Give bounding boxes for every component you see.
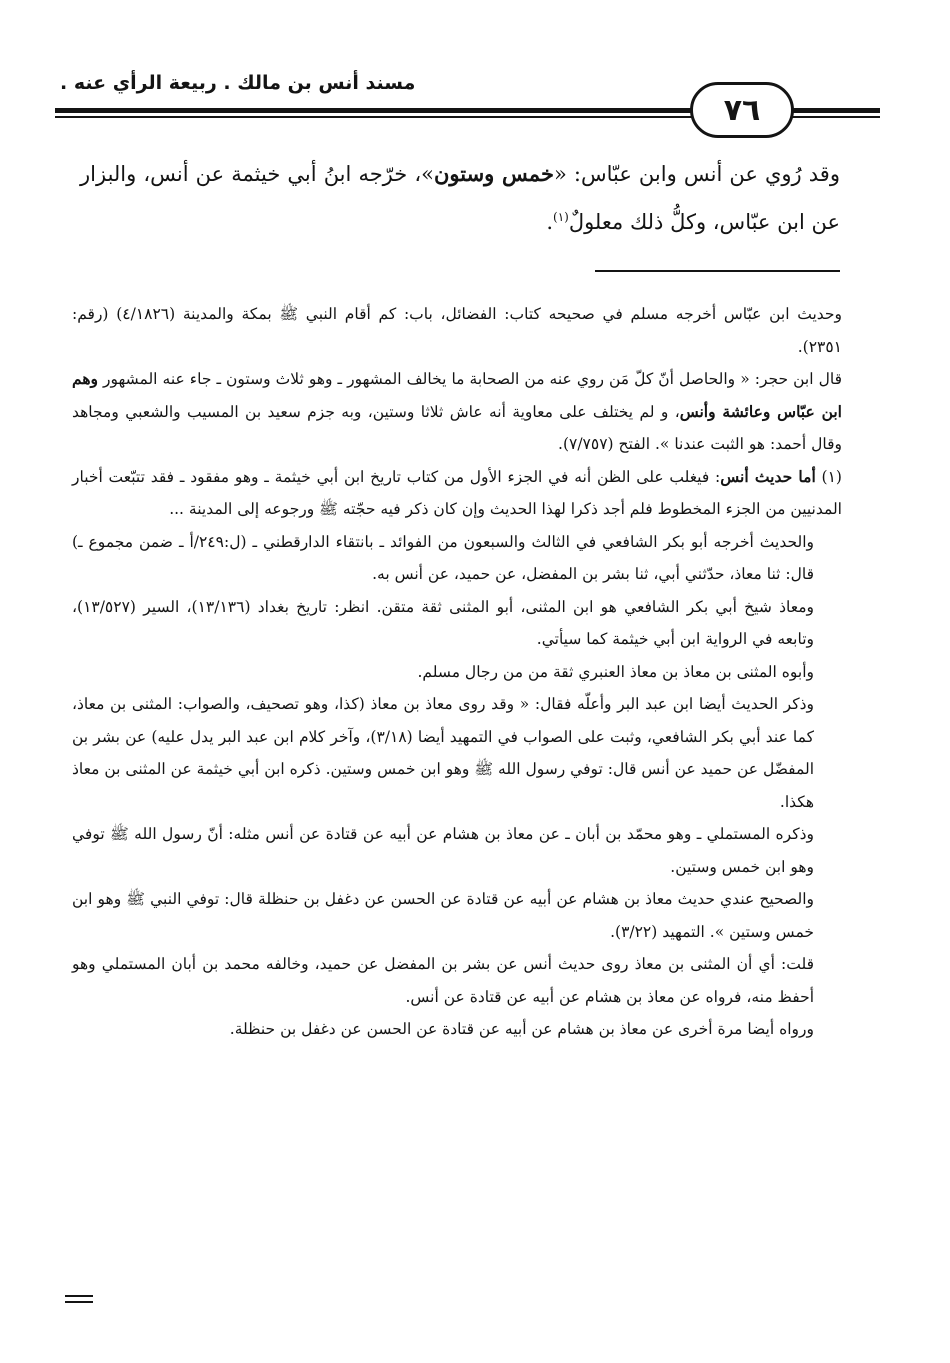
main-text-segment: »، خرّجه ابنُ أبي خيثمة عن أنس، والبزار عن ابن عبّاس، وكلُّ ذلك معلولٌ — [80, 162, 840, 234]
footnote-paragraph — [72, 526, 842, 591]
main-text-end: . — [546, 210, 553, 234]
footnote-text: والصحيح عندي حديث معاذ بن هشام عن أبيه عن قتادة عن الحسن عن دغفل بن حنظلة قال: توفي النبي ﷺ وهو ابن خمس وستين ». التمهيد (٣/٢٢). — [72, 890, 814, 941]
footnote-text: وذكره المستملي ـ وهو محمّد بن أبان ـ عن معاذ بن هشام عن أبيه عن قتادة عن أنس مثله: أنّ رسول الله ﷺ توفي وهو ابن خمس وستين. — [72, 825, 814, 876]
header-rule-right-thin — [790, 116, 880, 118]
footnote-marker: (١) — [821, 467, 842, 486]
footnote-text: والحديث أخرجه أبو بكر الشافعي في الثالث والسبعون من الفوائد ـ بانتقاء الدارقطني ـ (ل:٢٤٩/أ ـ ضمن مجموع ـ) قال: ثنا معاذ، حدّثني أبي، ثنا بشر بن المفضل، عن حميد، عن أنس به. — [72, 532, 814, 583]
footnote-paragraph — [72, 818, 842, 883]
header-rule-right-thick — [790, 108, 880, 113]
footnote-separator — [595, 270, 840, 272]
header-rule-thick — [55, 108, 695, 113]
footnote-paragraph — [72, 1013, 842, 1046]
footnote-paragraph — [72, 948, 842, 1013]
footnote-text: قال ابن حجر: « والحاصل أنّ كلّ مَن روي عنه من الصحابة ما يخالف المشهور ـ وهو ثلاث وستون ـ جاء عنه المشهور — [97, 370, 842, 388]
page-number: ٧٦ — [690, 82, 794, 138]
footnote-paragraph — [72, 688, 842, 818]
main-text-segment: وقد رُوي عن أنس وابن عبّاس: « — [553, 162, 840, 186]
footnote-text: ، و لم يختلف على معاوية أنه عاش ثلاثا وستين، وبه جزم سعيد بن المسيب والشعبي ومجاهد وقال أحمد: هو الثبت عندنا ». الفتح (٧/٧٥٧). — [72, 402, 842, 453]
footnote-paragraph — [72, 656, 842, 689]
main-text-bold-segment: خمس وستون — [433, 161, 554, 186]
footnotes — [72, 298, 842, 1046]
footnote-text: : فيغلب على الظن أنه في الجزء الأول من كتاب تاريخ ابن أبي خيثمة ـ وهو مفقود ـ فقد تتبّعت أخبار المدنيين من الجزء المخطوط فلم أجد ذكرا لهذا الحديث وإن كان ذكر فيه حجّته ﷺ ورجوعه إلى المدينة ... — [72, 467, 842, 518]
footnote-text: ومعاذ شيخ أبي بكر الشافعي هو ابن المثنى، أبو المثنى ثقة متقن. انظر: تاريخ بغداد (١٣/١٣٦)، السير (١٣/٥٢٧)، وتابعه في الرواية ابن أبي خيثمة كما سيأتي. — [72, 597, 814, 648]
footnote-text: قلت: أي أن المثنى بن معاذ روى حديث أنس عن بشر بن المفضل عن حميد، وخالفه محمد بن أبان المستملي وهو أحفظ منه، فرواه عن معاذ بن هشام عن أبيه عن قتادة عن أنس. — [72, 955, 814, 1006]
end-mark — [65, 1295, 93, 1303]
footnote-text: وذكر الحديث أيضا ابن عبد البر وأعلّه فقال: « وقد روى معاذ بن معاذ (كذا، وهو تصحيف، والصواب: المثنى بن معاذ، كما عند أبي بكر الشافعي، وثبت على الصواب في التمهيد أيضا (٣/١٨)، وآخر كلام ابن عبد البر يدل عليه) عن بشر بن المفضّل عن حميد عن أنس قال: توفي رسول الله ﷺ وهو ابن خمس وستين. ذكره ابن أبي خيثمة عن المثنى بن معاذ هكذا. — [72, 695, 814, 811]
footnote-ref[interactable]: (١) — [553, 210, 569, 224]
footnote-paragraph — [72, 363, 842, 461]
footnote-bold-text: وهم ابن عبّاس وعائشة وأنس — [72, 369, 842, 421]
main-paragraph — [80, 150, 840, 246]
footnote-paragraph — [72, 591, 842, 656]
header-rule-thin — [55, 116, 695, 118]
footnote-text: وحديث ابن عبّاس أخرجه مسلم في صحيحه كتاب: الفضائل، باب: كم أقام النبي ﷺ بمكة والمدينة (٤/١٨٢٦) (رقم: ٢٣٥١). — [72, 305, 842, 356]
footnote-paragraph — [72, 298, 842, 363]
footnote-bold-text: أما حديث أنس — [720, 466, 816, 486]
running-title: مسند أنس بن مالك . ربيعة الرأي عنه . — [60, 72, 416, 94]
main-text — [80, 150, 840, 246]
footnote-paragraph — [72, 883, 842, 948]
footnote-text: ورواه أيضا مرة أخرى عن معاذ بن هشام عن أبيه عن قتادة عن الحسن عن دغفل بن حنظلة. — [229, 1020, 814, 1038]
footnote-text: وأبوه المثنى بن معاذ بن معاذ العنبري ثقة من من رجال مسلم. — [417, 662, 814, 681]
footnote-paragraph — [72, 461, 842, 526]
